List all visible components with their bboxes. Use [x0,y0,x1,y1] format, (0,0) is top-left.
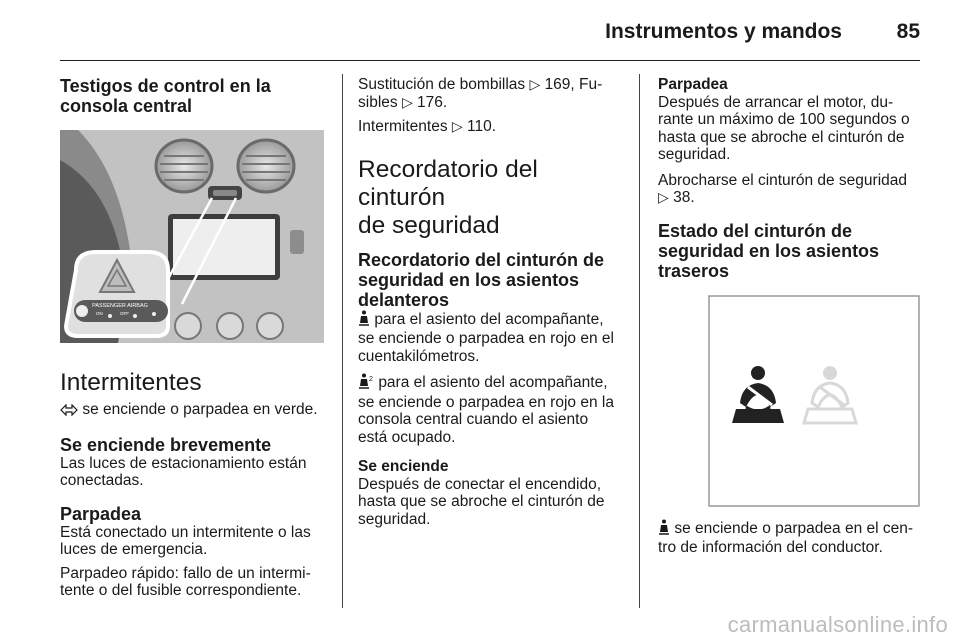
front-seatbelt-text-2: 2 para el asiento del acompañante, se enciende o parpadea en rojo en la consola central cuando el asiento está ocupado. [358,374,614,446]
rear-seatbelt-status-display [708,295,920,507]
page-number: 85 [896,20,920,43]
page-reference-arrow-icon: ▷ [658,189,669,205]
column-divider-2 [639,74,640,608]
flashes-heading: Parpadea [658,76,728,93]
seatbelt-warning-icon [358,310,370,331]
rapid-flashing-text: Parpadeo rápido: fallo de un intermi- tente o del fusible correspondiente. [60,564,311,599]
airbag-on-label: ON [96,311,103,316]
lights-up-text: Después de conectar el encendido, hasta que se abroche el cinturón de seguridad. [358,475,605,528]
flashing-heading: Parpadea [60,503,142,524]
page-header [60,14,920,61]
passenger-airbag-label: PASSENGER AIRBAG [92,303,148,309]
seatbelt-warning-icon [658,519,670,540]
console-lights-heading: Testigos de control en la consola central [60,76,271,116]
air-vent-right-icon [238,140,294,192]
page-header-title: Instrumentos y mandos [605,20,842,43]
turn-signal-icon [60,403,78,421]
flashes-text: Después de arrancar el motor, du- rante un máximo de 100 segundos o hasta que se abroche el cinturón de seguridad. [658,93,910,163]
rear-seatbelt-status-heading: Estado del cinturón de seguridad en los asientos traseros [658,220,880,281]
seatbelt-reminder-title: Recordatorio del cinturón de seguridad [358,155,538,239]
bulb-fuse-reference: Sustitución de bombillas ▷ 169, Fu- sibles ▷ 176. [358,76,603,111]
briefly-lit-text: Las luces de estacionamiento están conectadas. [60,454,307,489]
turn-signal-intro: se enciende o parpadea en verde. [60,401,326,421]
page-reference-arrow-icon: ▷ [401,93,413,110]
turn-signal-reference: Intermitentes ▷ 110. [358,118,497,135]
airbag-off-label: OFF [120,311,129,316]
flashing-text: Está conectado un intermitente o las luces de emergencia. [60,523,311,558]
turn-signal-section-title: Intermitentes [60,369,202,396]
page-reference-arrow-icon: ▷ [529,76,541,92]
svg-text:2: 2 [369,376,373,383]
center-console-photo [60,130,324,343]
fasten-seatbelt-reference: Abrocharse el cinturón de seguridad ▷ 38. [658,171,908,206]
seatbelt-warning-2-icon [358,373,374,394]
column-2 [358,76,624,528]
page-reference-arrow-icon: ▷ [451,118,463,134]
rear-seatbelt-caption: se enciende o parpadea en el cen- tro de información del conductor. [658,519,914,556]
lights-up-heading: Se enciende [358,458,449,475]
column-divider-1 [342,74,343,608]
site-watermark: carmanualsonline.info [727,612,948,637]
column-3 [658,76,924,557]
airbag-indicator-icon [76,305,88,317]
air-vent-left-icon [156,140,212,192]
front-seats-reminder-heading: Recordatorio del cinturón de seguridad en los asientos delanteros [358,249,605,310]
column-1 [60,76,326,600]
briefly-lit-heading: Se enciende brevemente [60,434,272,455]
front-seatbelt-text-1: para el asiento del acompañante, se enciende o parpadea en rojo en el cuentakilómetros. [358,310,614,365]
